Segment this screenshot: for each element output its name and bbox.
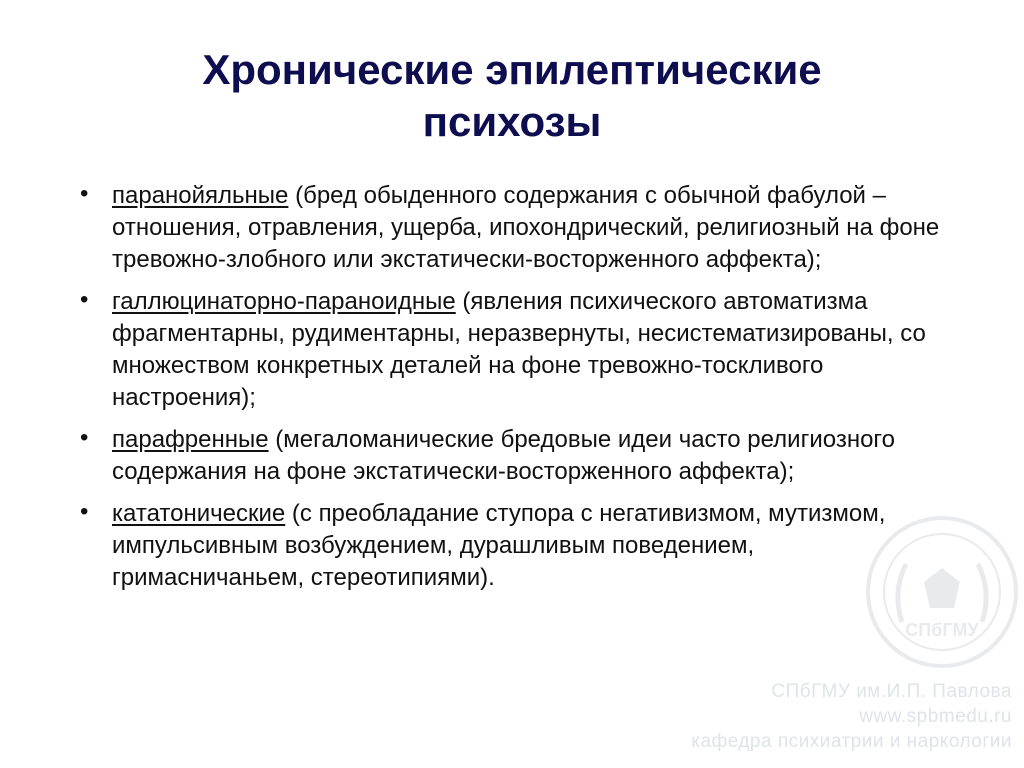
list-item-hallucinatory-paranoid bbox=[80, 286, 960, 414]
seal-text: СПбГМУ bbox=[905, 620, 979, 640]
bullet-icon: • bbox=[80, 286, 89, 313]
university-seal-watermark bbox=[862, 512, 1022, 672]
bullet-description: (с преобладание ступора с негативизмом, мутизмом, импульсивным возбуждением, дурашливым поведением, гримасничаньем, стереотипиями). bbox=[112, 500, 886, 591]
bullet-term: паранойяльные bbox=[112, 182, 289, 209]
bullet-icon: • bbox=[80, 180, 89, 207]
bullet-term: парафренные bbox=[112, 426, 269, 453]
bullet-icon: • bbox=[80, 424, 89, 451]
list-item-paranoid bbox=[80, 180, 960, 276]
bullet-description: (явления психического автоматизма фрагментарны, рудиментарны, неразвернуты, несистематизированы, со множеством конкретных деталей на фоне тревожно-тоскливого настроения); bbox=[112, 288, 926, 411]
list-item-catatonic bbox=[80, 498, 960, 594]
bullet-description: (мегаломанические бредовые идеи часто религиозного содержания на фоне экстатически-восторженного аффекта); bbox=[112, 426, 896, 485]
watermark-website: www.spbmedu.ru bbox=[859, 706, 1012, 727]
bullet-list bbox=[80, 180, 960, 594]
bullet-description: (бред обыденного содержания с обычной фабулой – отношения, отравления, ущерба, ипохондрический, религиозный на фоне тревожно-злобного или экстатически-восторженного аффекта); bbox=[112, 182, 940, 273]
bullet-term: кататонические bbox=[112, 500, 286, 527]
watermark-department: кафедра психиатрии и наркологии bbox=[691, 731, 1012, 752]
watermark-university-name: СПбГМУ им.И.П. Павлова bbox=[771, 681, 1012, 702]
bullet-term: галлюцинаторно-параноидные bbox=[112, 288, 456, 315]
slide-title-line-1: Хронические эпилептические bbox=[202, 46, 822, 93]
list-item-paraphrenic bbox=[80, 424, 960, 488]
bullet-icon: • bbox=[80, 498, 89, 525]
slide-title-line-2: психозы bbox=[422, 98, 602, 145]
slide-title bbox=[0, 44, 1024, 148]
